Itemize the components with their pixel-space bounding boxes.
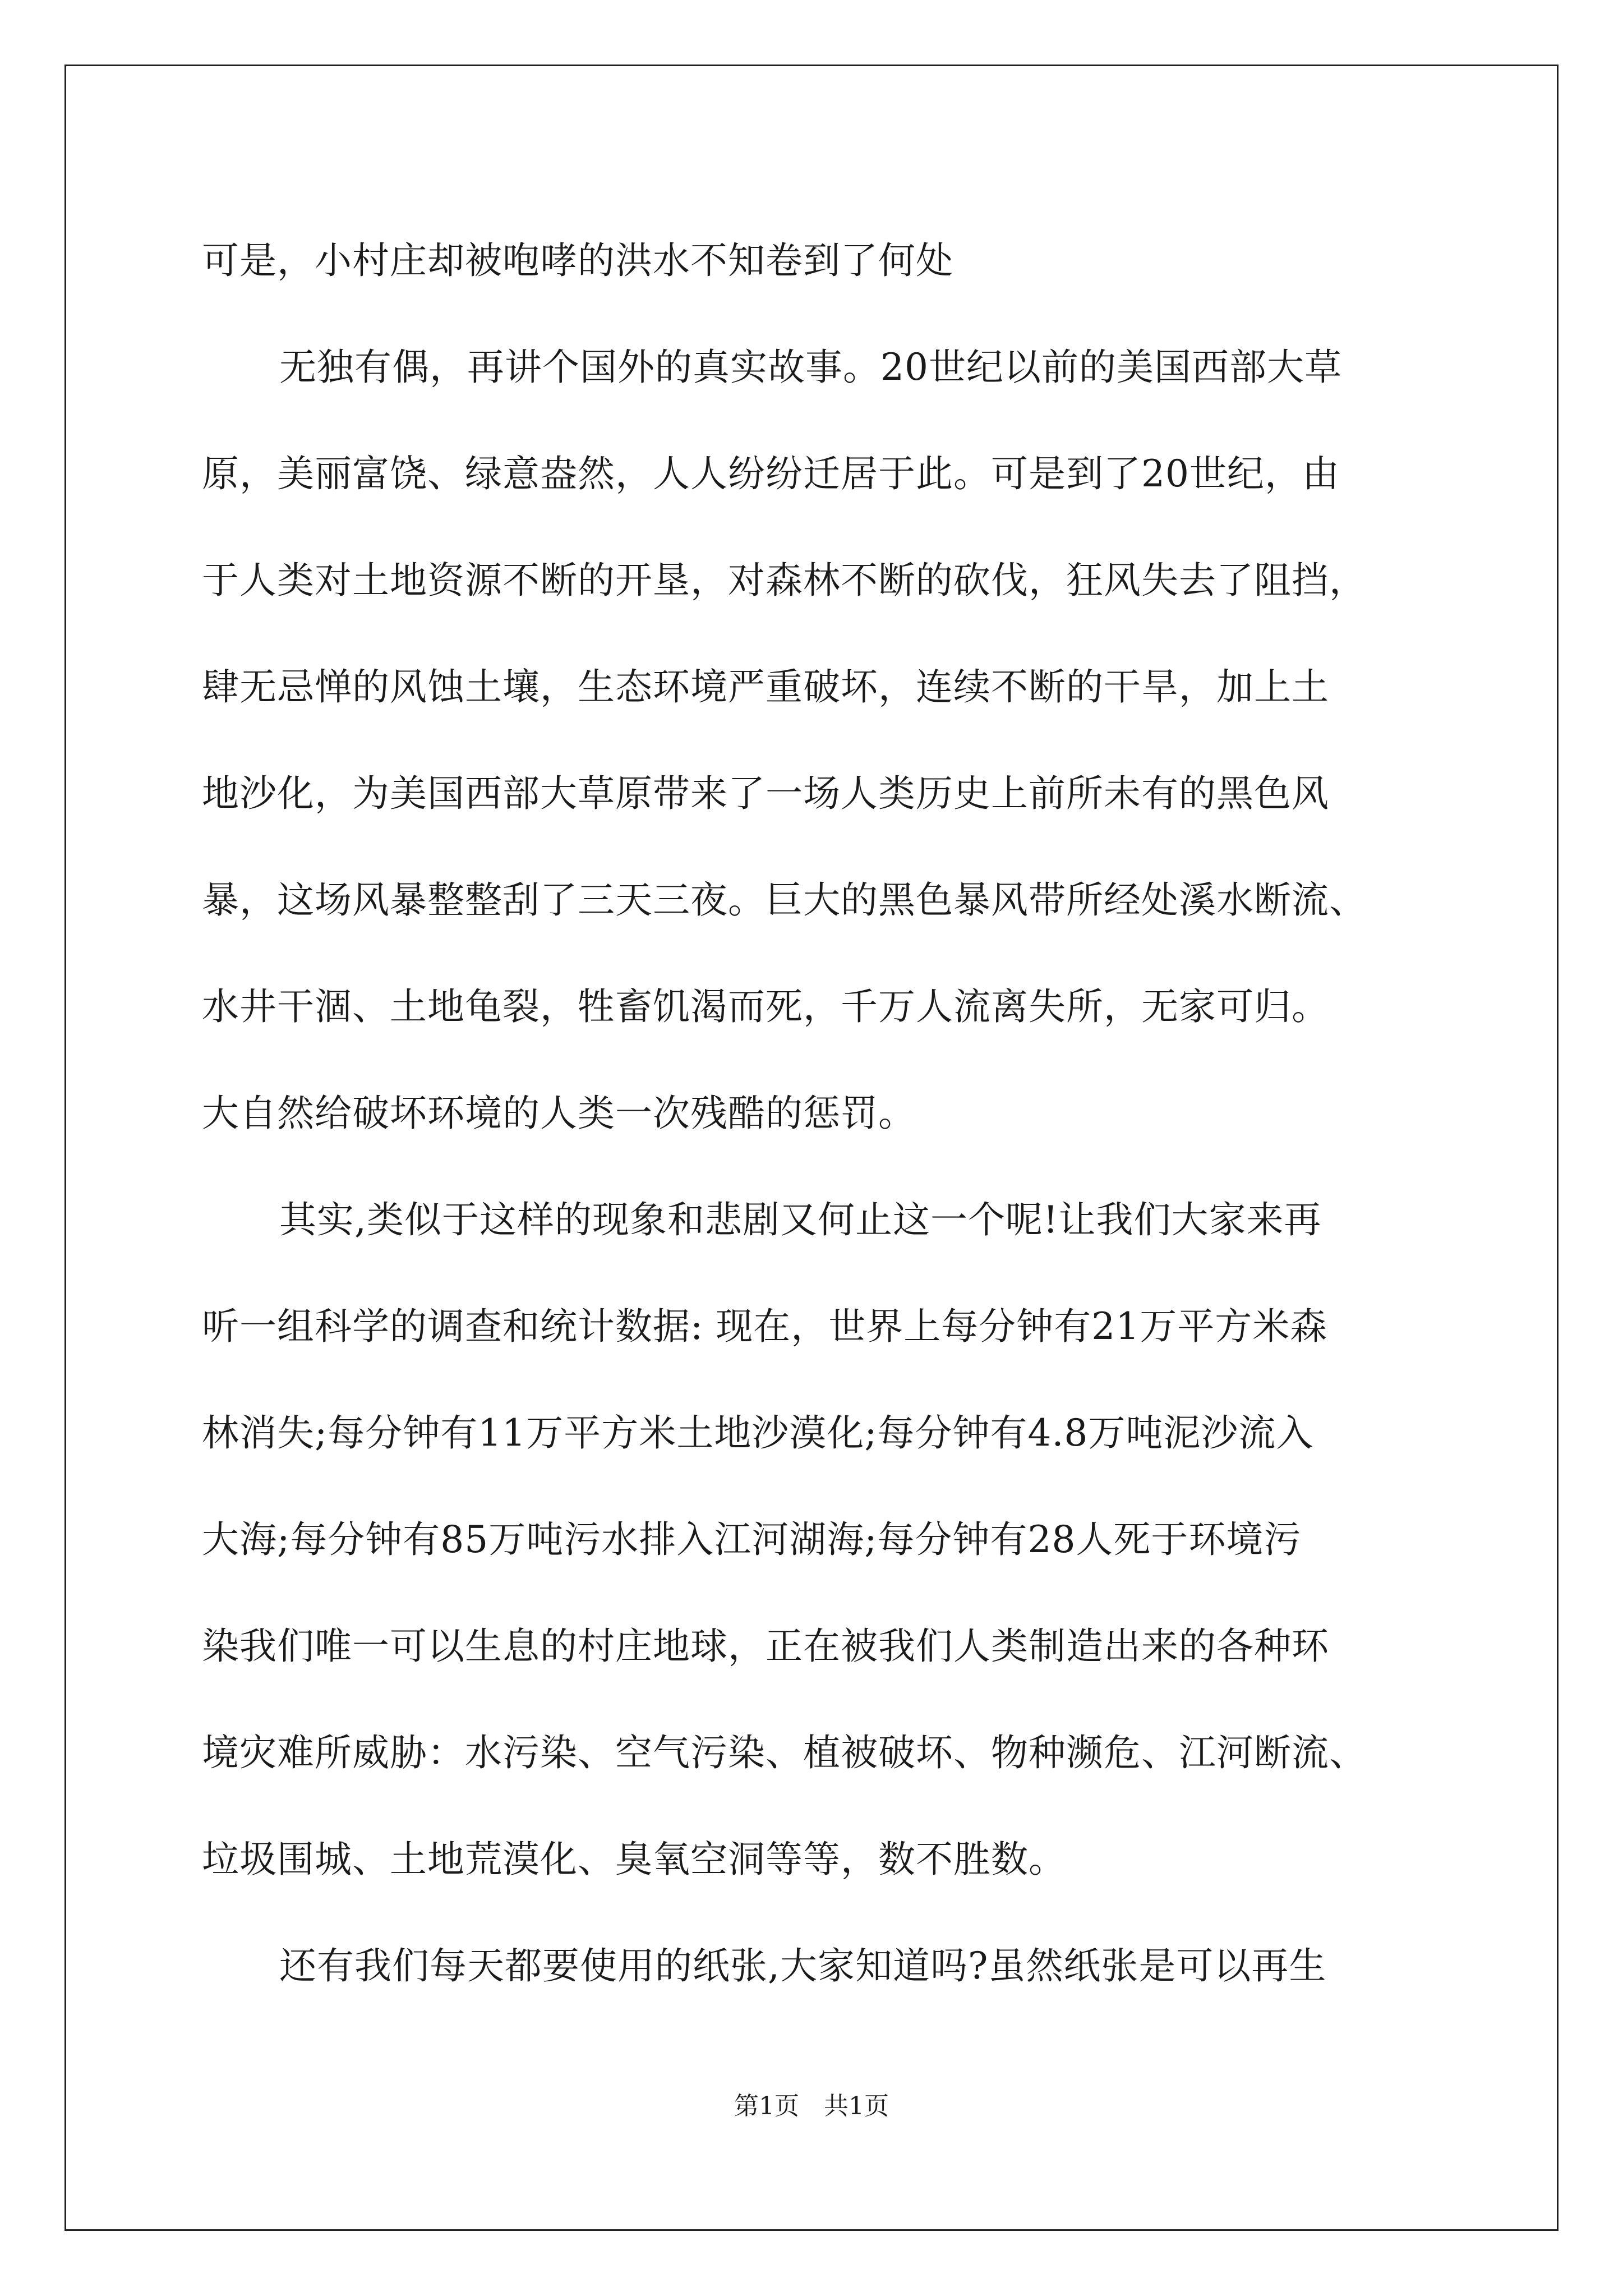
page-total: 共1页 (824, 2092, 889, 2120)
page-footer (0, 2090, 1623, 2123)
paragraph-start-line: 还有我们每天都要使用的纸张,大家知道吗?虽然纸张是可以再生 (279, 1944, 1327, 1987)
text-line: 暴，这场风暴整整刮了三天三夜。巨大的黑色暴风带所经处溪水断流、 (202, 878, 1367, 922)
text-line: 境灾难所威胁：水污染、空气污染、植被破坏、物种濒危、江河断流、 (202, 1731, 1367, 1774)
paragraph-start-line: 其实,类似于这样的现象和悲剧又何止这一个呢!让我们大家来再 (279, 1198, 1322, 1241)
page-number: 第1页 (734, 2092, 799, 2120)
text-line: 肆无忌惮的风蚀土壤，生态环境严重破坏，连续不断的干旱，加上土 (202, 665, 1329, 708)
text-line: 林消失;每分钟有11万平方米土地沙漠化;每分钟有4.8万吨泥沙流入 (202, 1411, 1314, 1455)
text-line: 垃圾围城、土地荒漠化、臭氧空洞等等，数不胜数。 (202, 1838, 1066, 1881)
document-body (202, 208, 1444, 2019)
text-line: 染我们唯一可以生息的村庄地球，正在被我们人类制造出来的各种环 (202, 1625, 1329, 1668)
paragraph-start-line: 无独有偶，再讲个国外的真实故事。20世纪以前的美国西部大草 (279, 346, 1342, 389)
text-line: 大海;每分钟有85万吨污水排入江河湖海;每分钟有28人死于环境污 (202, 1518, 1302, 1561)
text-line: 地沙化，为美国西部大草原带来了一场人类历史上前所未有的黑色风 (202, 772, 1329, 815)
text-line: 大自然给破坏环境的人类一次残酷的惩罚。 (202, 1092, 916, 1135)
text-line: 原，美丽富饶、绿意盎然，人人纷纷迁居于此。可是到了20世纪，由 (202, 452, 1340, 495)
text-line: 水井干涸、土地龟裂，牲畜饥渴而死，千万人流离失所，无家可归。 (202, 985, 1329, 1028)
text-line: 听一组科学的调查和统计数据: 现在，世界上每分钟有21万平方米森 (202, 1305, 1328, 1348)
text-line: 可是，小村庄却被咆哮的洪水不知卷到了何处 (202, 239, 953, 282)
text-line: 于人类对土地资源不断的开垦，对森林不断的砍伐，狂风失去了阻挡， (202, 559, 1367, 602)
